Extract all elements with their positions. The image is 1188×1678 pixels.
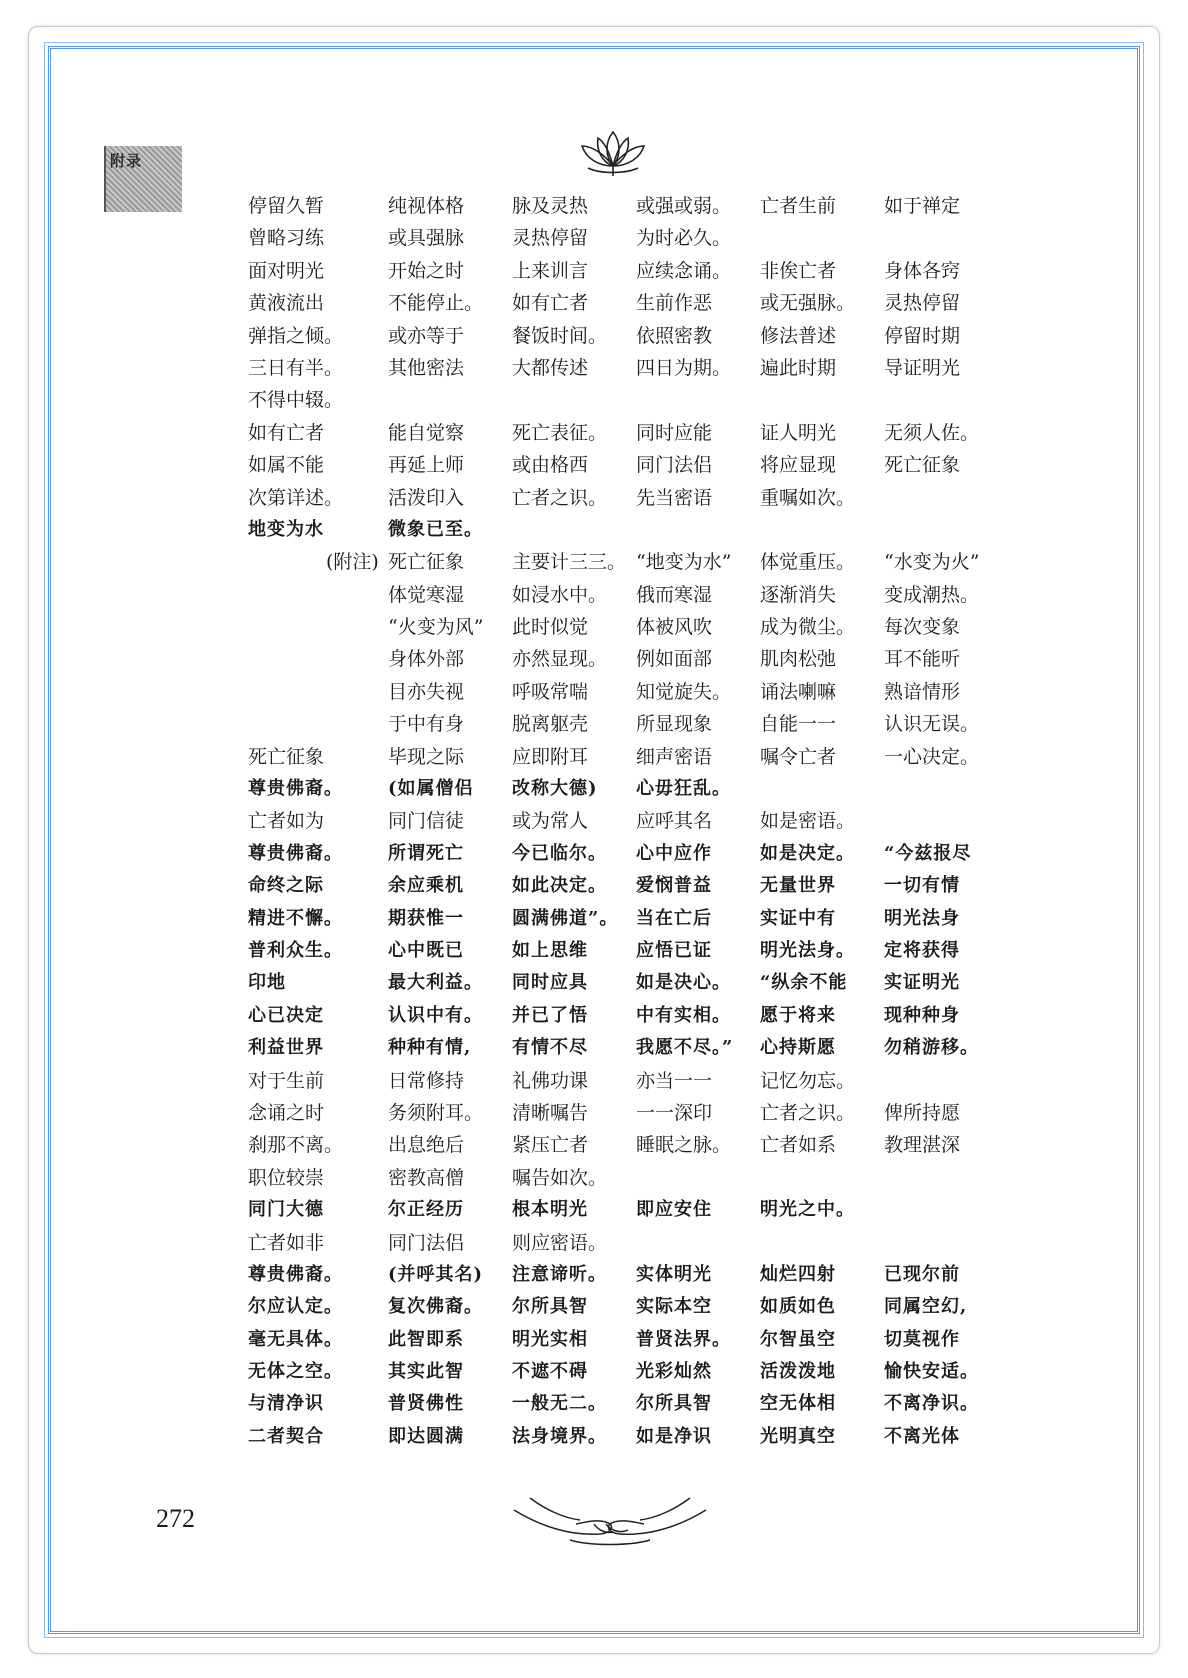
- verse-phrase: 身体外部: [388, 648, 465, 671]
- scripture-text: [248, 190, 1008, 1453]
- verse-phrase: 尊贵佛裔。: [248, 842, 343, 864]
- verse-phrase: 毫无具体。: [248, 1328, 343, 1350]
- verse-phrase: 所显现象: [636, 713, 713, 736]
- verse-phrase: 如是决心。: [636, 972, 731, 994]
- verse-phrase: 三日有半。: [248, 356, 344, 379]
- verse-phrase: 不离净识。: [884, 1393, 979, 1415]
- verse-phrase: 如有亡者: [248, 421, 325, 444]
- verse-phrase: 无量世界: [760, 875, 836, 897]
- verse-phrase: 俄而寒湿: [636, 583, 713, 606]
- verse-phrase: 如此决定。: [512, 875, 607, 897]
- verse-phrase: 体觉寒湿: [388, 583, 465, 606]
- verse-phrase: 心中既已: [388, 939, 464, 961]
- verse-phrase: 耳不能听: [884, 648, 961, 671]
- verse-phrase: 生前作恶: [636, 292, 713, 315]
- text-row: [248, 1194, 1008, 1226]
- verse-phrase: 印地: [248, 972, 286, 994]
- page-number: 272: [156, 1504, 195, 1533]
- verse-phrase: 普贤佛性: [388, 1393, 464, 1415]
- verse-phrase: 或具强脉: [388, 227, 465, 250]
- verse-phrase: 同属空幻,: [884, 1296, 968, 1318]
- verse-phrase: 空无体相: [760, 1393, 836, 1415]
- verse-phrase: 种种有情,: [388, 1037, 472, 1059]
- verse-phrase: 尔智虽空: [760, 1328, 836, 1350]
- verse-phrase: 实际本空: [636, 1296, 712, 1318]
- verse-phrase: 无须人佐。: [884, 421, 980, 444]
- verse-phrase: 明光法身。: [760, 939, 855, 961]
- text-row: [248, 1421, 1008, 1453]
- verse-phrase: 目亦失视: [388, 680, 465, 703]
- verse-phrase: 对于生前: [248, 1069, 325, 1092]
- verse-phrase: 尊贵佛裔。: [248, 778, 343, 800]
- verse-phrase: 念诵之时: [248, 1101, 325, 1124]
- verse-phrase: 灵热停留: [884, 292, 961, 315]
- verse-phrase: 不能停止。: [388, 292, 484, 315]
- verse-phrase: 同时应具: [512, 972, 588, 994]
- verse-phrase: 或为常人: [512, 810, 589, 833]
- verse-phrase: 心中应作: [636, 842, 712, 864]
- verse-phrase: 一般无二。: [512, 1393, 607, 1415]
- text-row: [248, 482, 1008, 514]
- verse-phrase: 明光实相: [512, 1328, 588, 1350]
- verse-phrase: “纵余不能: [760, 972, 848, 994]
- verse-phrase: 于中有身: [388, 713, 465, 736]
- verse-phrase: 能自觉察: [388, 421, 465, 444]
- verse-phrase: 餐饭时间。: [512, 324, 608, 347]
- verse-phrase: 遍此时期: [760, 356, 837, 379]
- verse-phrase: 期获惟一: [388, 907, 464, 929]
- verse-phrase: 熟谙情形: [884, 680, 961, 703]
- verse-phrase: 亦当一一: [636, 1069, 713, 1092]
- verse-phrase: 尊贵佛裔。: [248, 1263, 343, 1285]
- verse-phrase: 非俟亡者: [760, 259, 837, 282]
- text-row: [248, 1388, 1008, 1420]
- verse-phrase: 再延上师: [388, 454, 465, 477]
- verse-phrase: 即应安住: [636, 1199, 712, 1221]
- verse-phrase: 爱悯普益: [636, 875, 712, 897]
- verse-phrase: 尔所具智: [636, 1393, 712, 1415]
- chapter-stamp-text: 附录: [110, 152, 143, 170]
- verse-phrase: 中有实相。: [636, 1004, 731, 1026]
- verse-phrase: 或由格西: [512, 454, 589, 477]
- verse-phrase: 有情不尽: [512, 1037, 588, 1059]
- verse-phrase: 光明真空: [760, 1425, 836, 1447]
- verse-phrase: 亡者之识。: [760, 1101, 856, 1124]
- verse-phrase: 此时似觉: [512, 616, 589, 639]
- text-row: [248, 1097, 1008, 1129]
- text-row: [248, 967, 1008, 999]
- text-row: [248, 1065, 1008, 1097]
- verse-phrase: 与清净识: [248, 1393, 324, 1415]
- verse-phrase: 余应乘机: [388, 875, 464, 897]
- verse-phrase: 灿烂四射: [760, 1263, 836, 1285]
- verse-phrase: 普利众生。: [248, 939, 343, 961]
- verse-phrase: 实证中有: [760, 907, 836, 929]
- verse-phrase: 愿于将来: [760, 1004, 836, 1026]
- verse-phrase: 微象已至。: [388, 518, 483, 540]
- text-row: [248, 773, 1008, 805]
- text-row: [248, 1356, 1008, 1388]
- verse-phrase: 如是决定。: [760, 842, 855, 864]
- verse-phrase: 职位较崇: [248, 1166, 325, 1189]
- verse-phrase: 出息绝后: [388, 1134, 465, 1157]
- text-row: [248, 417, 1008, 449]
- verse-phrase: 此智即系: [388, 1328, 464, 1350]
- verse-phrase: 明光法身: [884, 907, 960, 929]
- text-row: [248, 514, 1008, 546]
- verse-phrase: 或亦等于: [388, 324, 465, 347]
- verse-phrase: 依照密教: [636, 324, 713, 347]
- text-row: [248, 870, 1008, 902]
- verse-phrase: 日常修持: [388, 1069, 465, 1092]
- verse-phrase: 尔所具智: [512, 1296, 588, 1318]
- verse-phrase: 死亡征象: [388, 551, 465, 574]
- text-row: [248, 255, 1008, 287]
- text-row: [248, 1324, 1008, 1356]
- annotation-label: (附注): [326, 551, 379, 574]
- verse-phrase: 身体各窍: [884, 259, 961, 282]
- verse-phrase: 现种种身: [884, 1004, 960, 1026]
- verse-phrase: 亡者如为: [248, 810, 325, 833]
- verse-phrase: 改称大德): [512, 778, 598, 800]
- verse-phrase: “水变为火”: [884, 551, 980, 574]
- text-row: [248, 1162, 1008, 1194]
- verse-phrase: 心毋狂乱。: [636, 778, 731, 800]
- verse-phrase: 曾略习练: [248, 227, 325, 250]
- text-row: [248, 903, 1008, 935]
- text-row: [248, 546, 1008, 578]
- verse-phrase: 灵热停留: [512, 227, 589, 250]
- verse-phrase: “今兹报尽: [884, 842, 972, 864]
- verse-phrase: “地变为水”: [636, 551, 732, 574]
- verse-phrase: 应呼其名: [636, 810, 713, 833]
- verse-phrase: 俾所持愿: [884, 1101, 961, 1124]
- verse-phrase: 已现尔前: [884, 1263, 960, 1285]
- verse-phrase: 务须附耳。: [388, 1101, 484, 1124]
- verse-phrase: 面对明光: [248, 259, 325, 282]
- verse-phrase: 切莫视作: [884, 1328, 960, 1350]
- verse-phrase: “火变为风”: [388, 616, 484, 639]
- verse-phrase: 其实此智: [388, 1361, 464, 1383]
- verse-phrase: 脉及灵热: [512, 195, 589, 217]
- verse-phrase: 其他密法: [388, 356, 465, 379]
- lotus-icon: [572, 126, 654, 182]
- verse-phrase: 先当密语: [636, 486, 713, 509]
- verse-phrase: 例如面部: [636, 648, 713, 671]
- verse-phrase: 亡者如系: [760, 1134, 837, 1157]
- verse-phrase: 将应显现: [760, 454, 837, 477]
- verse-phrase: 根本明光: [512, 1199, 588, 1221]
- verse-phrase: 或无强脉。: [760, 292, 856, 315]
- verse-phrase: 不遮不碍: [512, 1361, 588, 1383]
- verse-phrase: 不得中辍。: [248, 389, 344, 412]
- verse-phrase: 知觉旋失。: [636, 680, 732, 703]
- text-row: [248, 1259, 1008, 1291]
- verse-phrase: 嘱令亡者: [760, 745, 837, 768]
- verse-phrase: 毕现之际: [388, 745, 465, 768]
- verse-phrase: 愉快安适。: [884, 1361, 979, 1383]
- verse-phrase: 不离光体: [884, 1425, 960, 1447]
- verse-phrase: 心持斯愿: [760, 1037, 836, 1059]
- verse-phrase: 重嘱如次。: [760, 486, 856, 509]
- verse-phrase: 体觉重压。: [760, 551, 856, 574]
- verse-phrase: 并已了悟: [512, 1004, 588, 1026]
- verse-phrase: (并呼其名): [388, 1263, 484, 1285]
- verse-phrase: 体被风吹: [636, 616, 713, 639]
- text-row: [248, 1000, 1008, 1032]
- verse-phrase: 活泼泼地: [760, 1361, 836, 1383]
- verse-phrase: 最大利益。: [388, 972, 483, 994]
- text-row: [248, 449, 1008, 481]
- verse-phrase: 明光之中。: [760, 1199, 855, 1221]
- verse-phrase: 一切有情: [884, 875, 960, 897]
- text-row: [248, 1227, 1008, 1259]
- verse-phrase: 二者契合: [248, 1425, 324, 1447]
- verse-phrase: 睡眠之脉。: [636, 1134, 732, 1157]
- verse-phrase: 同门法侣: [636, 454, 713, 477]
- verse-phrase: 亡者生前: [760, 195, 837, 217]
- verse-phrase: 一心决定。: [884, 745, 980, 768]
- verse-phrase: 上来训言: [512, 259, 589, 282]
- verse-phrase: 亡者之识。: [512, 486, 608, 509]
- text-row: [248, 352, 1008, 384]
- verse-phrase: 所谓死亡: [388, 842, 464, 864]
- verse-phrase: 普贤法界。: [636, 1328, 731, 1350]
- verse-phrase: 地变为水: [248, 518, 324, 540]
- verse-phrase: 精进不懈。: [248, 907, 343, 929]
- verse-phrase: 同门信徒: [388, 810, 465, 833]
- verse-phrase: 即达圆满: [388, 1425, 464, 1447]
- verse-phrase: 变成潮热。: [884, 583, 980, 606]
- verse-phrase: 记忆勿忘。: [760, 1069, 856, 1092]
- verse-phrase: 为时必久。: [636, 227, 732, 250]
- verse-phrase: 逐渐消失: [760, 583, 837, 606]
- verse-phrase: 活泼印入: [388, 486, 465, 509]
- verse-phrase: 自能一一: [760, 713, 837, 736]
- verse-phrase: 同门法侣: [388, 1231, 465, 1254]
- verse-phrase: 如是净识: [636, 1425, 712, 1447]
- folded-hands-icon: [510, 1484, 710, 1548]
- verse-phrase: 同时应能: [636, 421, 713, 444]
- text-row: [248, 676, 1008, 708]
- text-row: [248, 611, 1008, 643]
- verse-phrase: 修法普述: [760, 324, 837, 347]
- verse-phrase: 我愿不尽。”: [636, 1037, 734, 1059]
- verse-phrase: 大都传述: [512, 356, 589, 379]
- verse-phrase: 开始之时: [388, 259, 465, 282]
- verse-phrase: 纯视体格: [388, 195, 465, 217]
- text-row: [248, 708, 1008, 740]
- verse-phrase: 呼吸常喘: [512, 680, 589, 703]
- verse-phrase: 细声密语: [636, 745, 713, 768]
- verse-phrase: 死亡征象: [884, 454, 961, 477]
- verse-phrase: 如于禅定: [884, 195, 961, 217]
- verse-phrase: 紧压亡者: [512, 1134, 589, 1157]
- verse-phrase: 嘱告如次。: [512, 1166, 608, 1189]
- verse-phrase: 诵法喇嘛: [760, 680, 837, 703]
- verse-phrase: 成为微尘。: [760, 616, 856, 639]
- verse-phrase: 无体之空。: [248, 1361, 343, 1383]
- text-row: [248, 384, 1008, 416]
- verse-phrase: 弹指之倾。: [248, 324, 344, 347]
- verse-phrase: 肌肉松弛: [760, 648, 837, 671]
- verse-phrase: 密教高僧: [388, 1166, 465, 1189]
- text-row: [248, 741, 1008, 773]
- verse-phrase: 认识无误。: [884, 713, 980, 736]
- verse-phrase: 同门大德: [248, 1199, 324, 1221]
- verse-phrase: 四日为期。: [636, 356, 732, 379]
- verse-phrase: 停留时期: [884, 324, 961, 347]
- verse-phrase: 停留久暂: [248, 195, 325, 217]
- verse-phrase: 清晰嘱告: [512, 1101, 589, 1124]
- verse-phrase: 亡者如非: [248, 1231, 325, 1254]
- verse-phrase: 或强或弱。: [636, 195, 732, 217]
- verse-phrase: 次第详述。: [248, 486, 344, 509]
- verse-phrase: 主要计三三。: [512, 551, 627, 574]
- verse-phrase: 如浸水中。: [512, 583, 608, 606]
- verse-phrase: 如是密语。: [760, 810, 856, 833]
- verse-phrase: (如属僧侣: [388, 778, 474, 800]
- verse-phrase: 法身境界。: [512, 1425, 607, 1447]
- text-row: [248, 935, 1008, 967]
- verse-phrase: 证人明光: [760, 421, 837, 444]
- verse-phrase: 尔正经历: [388, 1199, 464, 1221]
- verse-phrase: 命终之际: [248, 875, 324, 897]
- verse-phrase: 心已决定: [248, 1004, 324, 1026]
- text-row: [248, 579, 1008, 611]
- text-row: [248, 1032, 1008, 1064]
- verse-phrase: 尔应认定。: [248, 1296, 343, 1318]
- verse-phrase: 当在亡后: [636, 907, 712, 929]
- text-row: [248, 1129, 1008, 1161]
- verse-phrase: 亦然显现。: [512, 648, 608, 671]
- verse-phrase: 刹那不离。: [248, 1134, 344, 1157]
- chapter-stamp: [104, 146, 182, 212]
- text-row: [248, 643, 1008, 675]
- text-row: [248, 805, 1008, 837]
- verse-phrase: 应悟已证: [636, 939, 712, 961]
- verse-phrase: 如上思维: [512, 939, 588, 961]
- verse-phrase: 如质如色: [760, 1296, 836, 1318]
- verse-phrase: 注意谛听。: [512, 1263, 607, 1285]
- verse-phrase: 脱离躯壳: [512, 713, 589, 736]
- verse-phrase: 如有亡者: [512, 292, 589, 315]
- verse-phrase: 则应密语。: [512, 1231, 608, 1254]
- verse-phrase: 礼佛功课: [512, 1069, 589, 1092]
- text-row: [248, 838, 1008, 870]
- verse-phrase: 实体明光: [636, 1263, 712, 1285]
- verse-phrase: 利益世界: [248, 1037, 324, 1059]
- text-row: [248, 190, 1008, 222]
- text-row: [248, 222, 1008, 254]
- verse-phrase: 复次佛裔。: [388, 1296, 483, 1318]
- verse-phrase: 每次变象: [884, 616, 961, 639]
- verse-phrase: 黄液流出: [248, 292, 325, 315]
- verse-phrase: 教理湛深: [884, 1134, 961, 1157]
- verse-phrase: 应续念诵。: [636, 259, 732, 282]
- verse-phrase: 今已临尔。: [512, 842, 607, 864]
- text-row: [248, 1291, 1008, 1323]
- verse-phrase: 定将获得: [884, 939, 960, 961]
- verse-phrase: 光彩灿然: [636, 1361, 712, 1383]
- verse-phrase: 一一深印: [636, 1101, 713, 1124]
- text-row: [248, 287, 1008, 319]
- verse-phrase: 实证明光: [884, 972, 960, 994]
- text-row: [248, 320, 1008, 352]
- verse-phrase: 应即附耳: [512, 745, 589, 768]
- verse-phrase: 如属不能: [248, 454, 325, 477]
- verse-phrase: 死亡征象: [248, 745, 325, 768]
- verse-phrase: 认识中有。: [388, 1004, 483, 1026]
- verse-phrase: 圆满佛道”。: [512, 907, 619, 929]
- verse-phrase: 死亡表征。: [512, 421, 608, 444]
- verse-phrase: 导证明光: [884, 356, 961, 379]
- verse-phrase: 勿稍游移。: [884, 1037, 979, 1059]
